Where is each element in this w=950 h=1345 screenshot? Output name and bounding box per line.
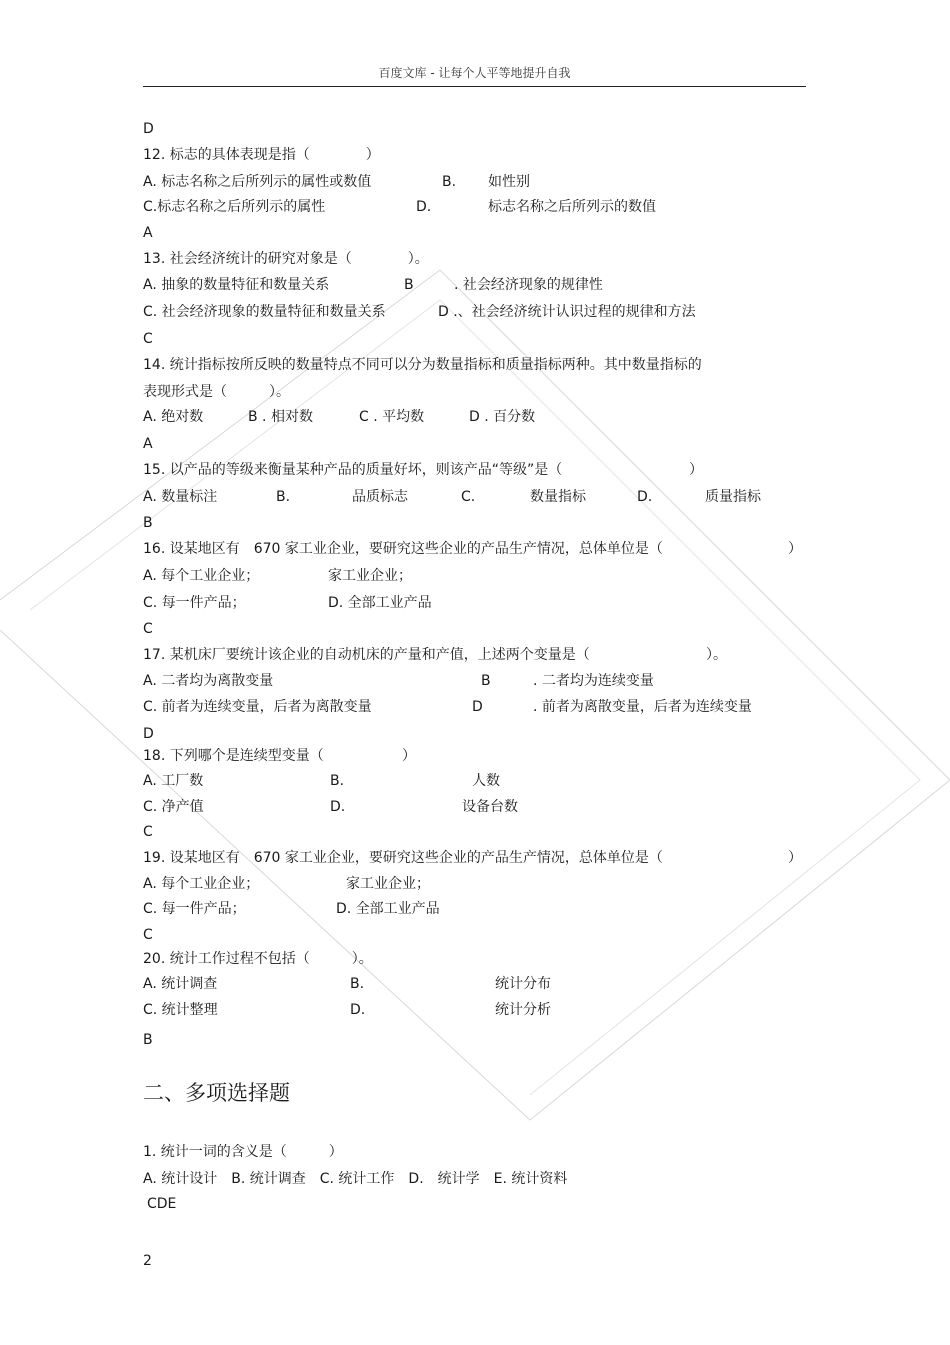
option-c: C.标志名称之后所列示的属性 xyxy=(143,199,326,215)
option-d-letter: D. xyxy=(416,199,432,215)
question-14-stem: 14. 统计指标按所反映的数量特点不同可以分为数量指标和质量指标两种。其中数量指标的 xyxy=(143,357,702,373)
question-18-stem: 18. 下列哪个是连续型变量（ xyxy=(143,748,324,764)
option-c: C. 社会经济现象的数量特征和数量关系 xyxy=(143,304,386,320)
question-15-stem: 15. 以产品的等级来衡量某种产品的质量好坏，则该产品“等级”是（ xyxy=(143,462,563,478)
question-12-stem: 12. 标志的具体表现是指（ ） xyxy=(143,147,380,163)
option-b-letter: B. xyxy=(330,773,345,789)
option-d: D. 全部工业产品 xyxy=(328,595,432,611)
section-title: 二、多项选择题 xyxy=(143,1081,290,1105)
question-15-answer: B xyxy=(143,515,153,531)
option-a: A. 标志名称之后所列示的属性或数值 xyxy=(143,174,372,190)
question-19-answer: C xyxy=(143,927,153,943)
question-17-answer: D xyxy=(143,726,154,742)
option-a: A. 每个工业企业； xyxy=(143,568,260,584)
option-b: B . 相对数 xyxy=(248,409,313,425)
option-d-letter: D. xyxy=(330,799,346,815)
question-14-stem-continued: 表现形式是（ ）。 xyxy=(143,384,290,400)
question-18-answer: C xyxy=(143,824,153,840)
option-b: 家工业企业； xyxy=(328,568,412,584)
option-b: 如性别 xyxy=(488,174,530,190)
option-d: 质量指标 xyxy=(705,489,761,505)
option-a: A. 抽象的数量特征和数量关系 xyxy=(143,277,330,293)
question-14-answer: A xyxy=(143,436,153,452)
option-a: A. 每个工业企业； xyxy=(143,876,260,892)
option-c: 数量指标 xyxy=(530,489,586,505)
option-b-letter: B. xyxy=(442,174,457,190)
option-d: 设备台数 xyxy=(462,799,518,815)
option-c: C. 统计整理 xyxy=(143,1002,218,1018)
option-b: 家工业企业； xyxy=(346,876,430,892)
option-a: A. 绝对数 xyxy=(143,409,204,425)
option-b-letter: B xyxy=(481,673,491,689)
option-a: A. 统计调查 xyxy=(143,976,218,992)
page-header: 百度文库 - 让每个人平等地提升自我 xyxy=(378,66,571,80)
option-c: C. 每一件产品； xyxy=(143,595,246,611)
multi-question-1-options: A. 统计设计 B. 统计调查 C. 统计工作 D. 统计学 E. 统计资料 xyxy=(143,1171,568,1187)
option-a: A. 工厂数 xyxy=(143,773,204,789)
option-d: 标志名称之后所列示的数值 xyxy=(488,199,656,215)
option-d: D . 百分数 xyxy=(469,409,536,425)
option-c: C. 净产值 xyxy=(143,799,204,815)
option-d-letter: D. xyxy=(350,1002,366,1018)
option-a: A. 二者均为离散变量 xyxy=(143,673,274,689)
question-20-answer: B xyxy=(143,1032,153,1048)
question-19-stem-end: ） xyxy=(788,850,802,866)
question-17-stem-end: ）。 xyxy=(706,647,727,663)
option-d-letter: D xyxy=(472,699,483,715)
multi-question-1-stem: 1. 统计一词的含义是（ ） xyxy=(143,1144,343,1160)
question-16-answer: C xyxy=(143,621,153,637)
multi-question-1-answer: CDE xyxy=(147,1196,177,1212)
question-17-stem: 17. 某机床厂要统计该企业的自动机床的产量和产值，上述两个变量是（ xyxy=(143,647,590,663)
option-b: . 社会经济现象的规律性 xyxy=(454,277,603,293)
option-b: 人数 xyxy=(472,773,500,789)
option-b-letter: B. xyxy=(276,489,291,505)
question-18-stem-end: ） xyxy=(402,748,416,764)
option-d-letter: D. xyxy=(637,489,653,505)
question-15-stem-end: ） xyxy=(689,462,703,478)
option-d: D. 全部工业产品 xyxy=(336,901,440,917)
option-c: C. 每一件产品； xyxy=(143,901,246,917)
option-c: C. 前者为连续变量，后者为离散变量 xyxy=(143,699,372,715)
option-b: . 二者均为连续变量 xyxy=(533,673,654,689)
option-d: 统计分析 xyxy=(495,1002,551,1018)
option-b: 统计分布 xyxy=(495,976,551,992)
option-c-letter: C. xyxy=(461,489,476,505)
question-12-answer: A xyxy=(143,225,153,241)
option-a: A. 数量标注 xyxy=(143,489,218,505)
page-number: 2 xyxy=(143,1253,152,1269)
option-d: . 前者为离散变量，后者为连续变量 xyxy=(533,699,752,715)
answer-previous: D xyxy=(143,121,154,137)
option-d: D .、社会经济统计认识过程的规律和方法 xyxy=(438,304,696,320)
question-20-stem: 20. 统计工作过程不包括（ ）。 xyxy=(143,951,373,967)
question-13-answer: C xyxy=(143,331,153,347)
question-16-stem-end: ） xyxy=(788,541,802,557)
option-b-letter: B. xyxy=(350,976,365,992)
option-b-letter: B xyxy=(404,277,414,293)
option-c: C . 平均数 xyxy=(359,409,425,425)
option-b: 品质标志 xyxy=(352,489,408,505)
question-16-stem: 16. 设某地区有 670 家工业企业，要研究这些企业的产品生产情况，总体单位是（ xyxy=(143,541,663,557)
header-divider xyxy=(143,86,806,87)
question-13-stem: 13. 社会经济统计的研究对象是（ ）。 xyxy=(143,251,429,267)
question-19-stem: 19. 设某地区有 670 家工业企业，要研究这些企业的产品生产情况，总体单位是（ xyxy=(143,850,663,866)
